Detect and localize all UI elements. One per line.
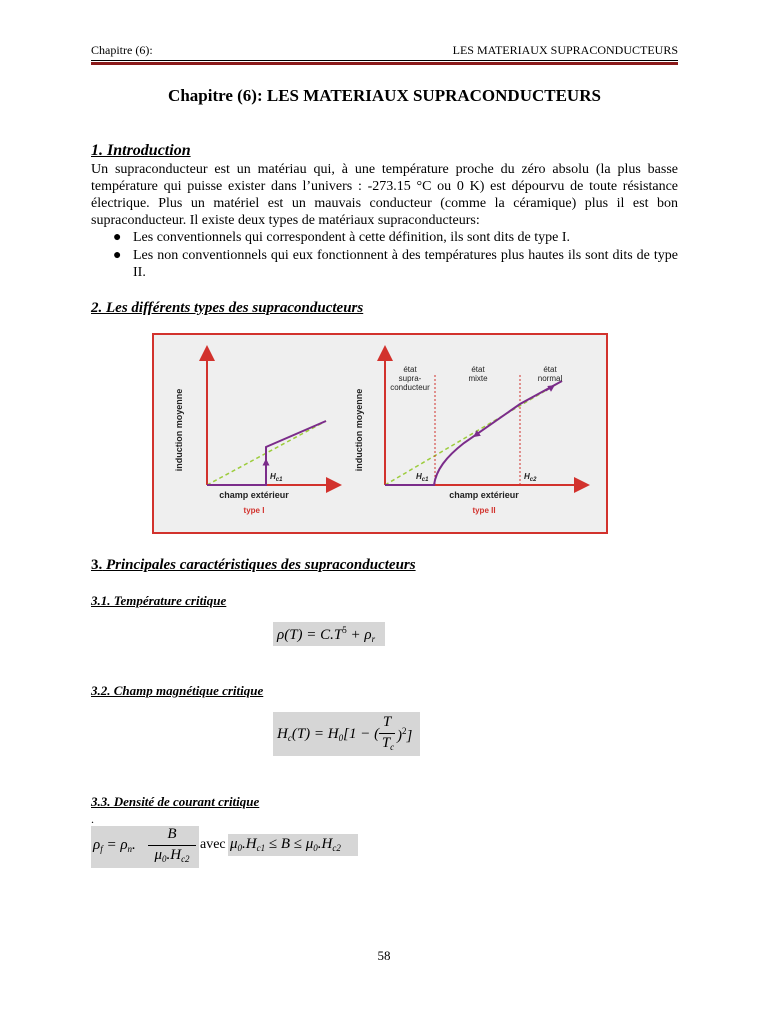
- page-header: [91, 41, 678, 61]
- formula-field-range: $\mu_0.H_{c1} \le B \le \mu_0.H_{c2}$: [228, 834, 358, 856]
- introduction-paragraph: Un supraconducteur est un matériau qui, à une température proche du zéro absolu (la plus basse température qui puisse exister dans l’univers : -273.15 °C ou 0 K) est dépourvu de toute résistance électrique. Plus un matériel est un mauvais conducteur (comme la céramique) plus il est bon supraconducteur. Il existe deux types de matériaux supraconducteurs:: [91, 162, 678, 228]
- header-left: Chapitre (6):: [91, 43, 153, 57]
- svg-text:Hc1: $H_{c1}$: [270, 472, 283, 483]
- chapter-title: Chapitre (6): LES MATERIAUX SUPRACONDUCTEURS: [168, 86, 601, 105]
- formula-critical-temperature: $\rho(T) = C.T^5 + \rho_r$: [273, 622, 385, 646]
- types-list: [91, 229, 678, 282]
- svg-text:Hc2: $H_{c2}$: [524, 472, 537, 483]
- avec-text: avec: [200, 837, 226, 852]
- svg-text:état: état: [471, 365, 485, 374]
- section-heading-characteristics: [91, 557, 416, 574]
- section-heading-types: 2. Les différents types des supraconducteurs: [91, 300, 364, 316]
- formula-current-density: $\rho_f = \rho_n$. B $\mu_0.H_{c2}$: [91, 826, 199, 868]
- left-y-label: induction moyenne: [174, 388, 184, 472]
- superconductor-types-diagram: [154, 335, 606, 532]
- subheading-critical-magnetic-field: 3.2. Champ magnétique critique: [91, 683, 264, 698]
- formula-critical-field: $H_c(T) = H_0[1$ − ( T $T_c$ )$^2$]: [273, 712, 420, 756]
- region-labels: [390, 365, 562, 392]
- bullet-icon: ●: [113, 230, 122, 245]
- list-item-text: Les conventionnels qui correspondent à cette définition, ils sont dits de type I.: [133, 230, 571, 245]
- svg-text:état: état: [403, 365, 417, 374]
- right-caption: type II: [472, 506, 496, 515]
- svg-text:état: état: [543, 365, 557, 374]
- header-right: LES MATERIAUX SUPRACONDUCTEURS: [452, 43, 678, 57]
- svg-text:normal: normal: [537, 374, 563, 383]
- list-item-text: Les non conventionnels qui eux fonctionnent à des températures plus hautes ils sont dits de type II.: [133, 248, 678, 280]
- left-x-label: champ extérieur: [219, 490, 289, 500]
- section-heading-introduction: 1. Introduction: [91, 142, 191, 159]
- subheading-critical-current-density: 3.3. Densité de courant critique: [91, 794, 260, 809]
- header-rule-thick: [91, 62, 678, 65]
- right-x-label: champ extérieur: [449, 490, 519, 500]
- stray-dot: .: [91, 812, 94, 826]
- page-number: 58: [377, 948, 391, 963]
- svg-text:supra-: supra-: [398, 374, 422, 383]
- svg-text:conducteur: conducteur: [390, 383, 430, 392]
- header-rule-thin: [91, 60, 678, 61]
- list-item: [91, 229, 678, 246]
- left-caption: type I: [243, 506, 265, 515]
- subheading-critical-temperature: 3.1. Température critique: [91, 593, 227, 608]
- right-y-label: induction moyenne: [354, 388, 364, 472]
- bullet-icon: ●: [113, 248, 122, 263]
- svg-text:mixte: mixte: [468, 374, 488, 383]
- superconductor-types-figure: [152, 333, 608, 534]
- heading-number: 3.: [91, 557, 103, 573]
- list-item: [91, 247, 678, 281]
- heading-text: Principales caractéristiques des supraconducteurs: [102, 557, 416, 573]
- svg-text:Hc1: $H_{c1}$: [416, 472, 429, 483]
